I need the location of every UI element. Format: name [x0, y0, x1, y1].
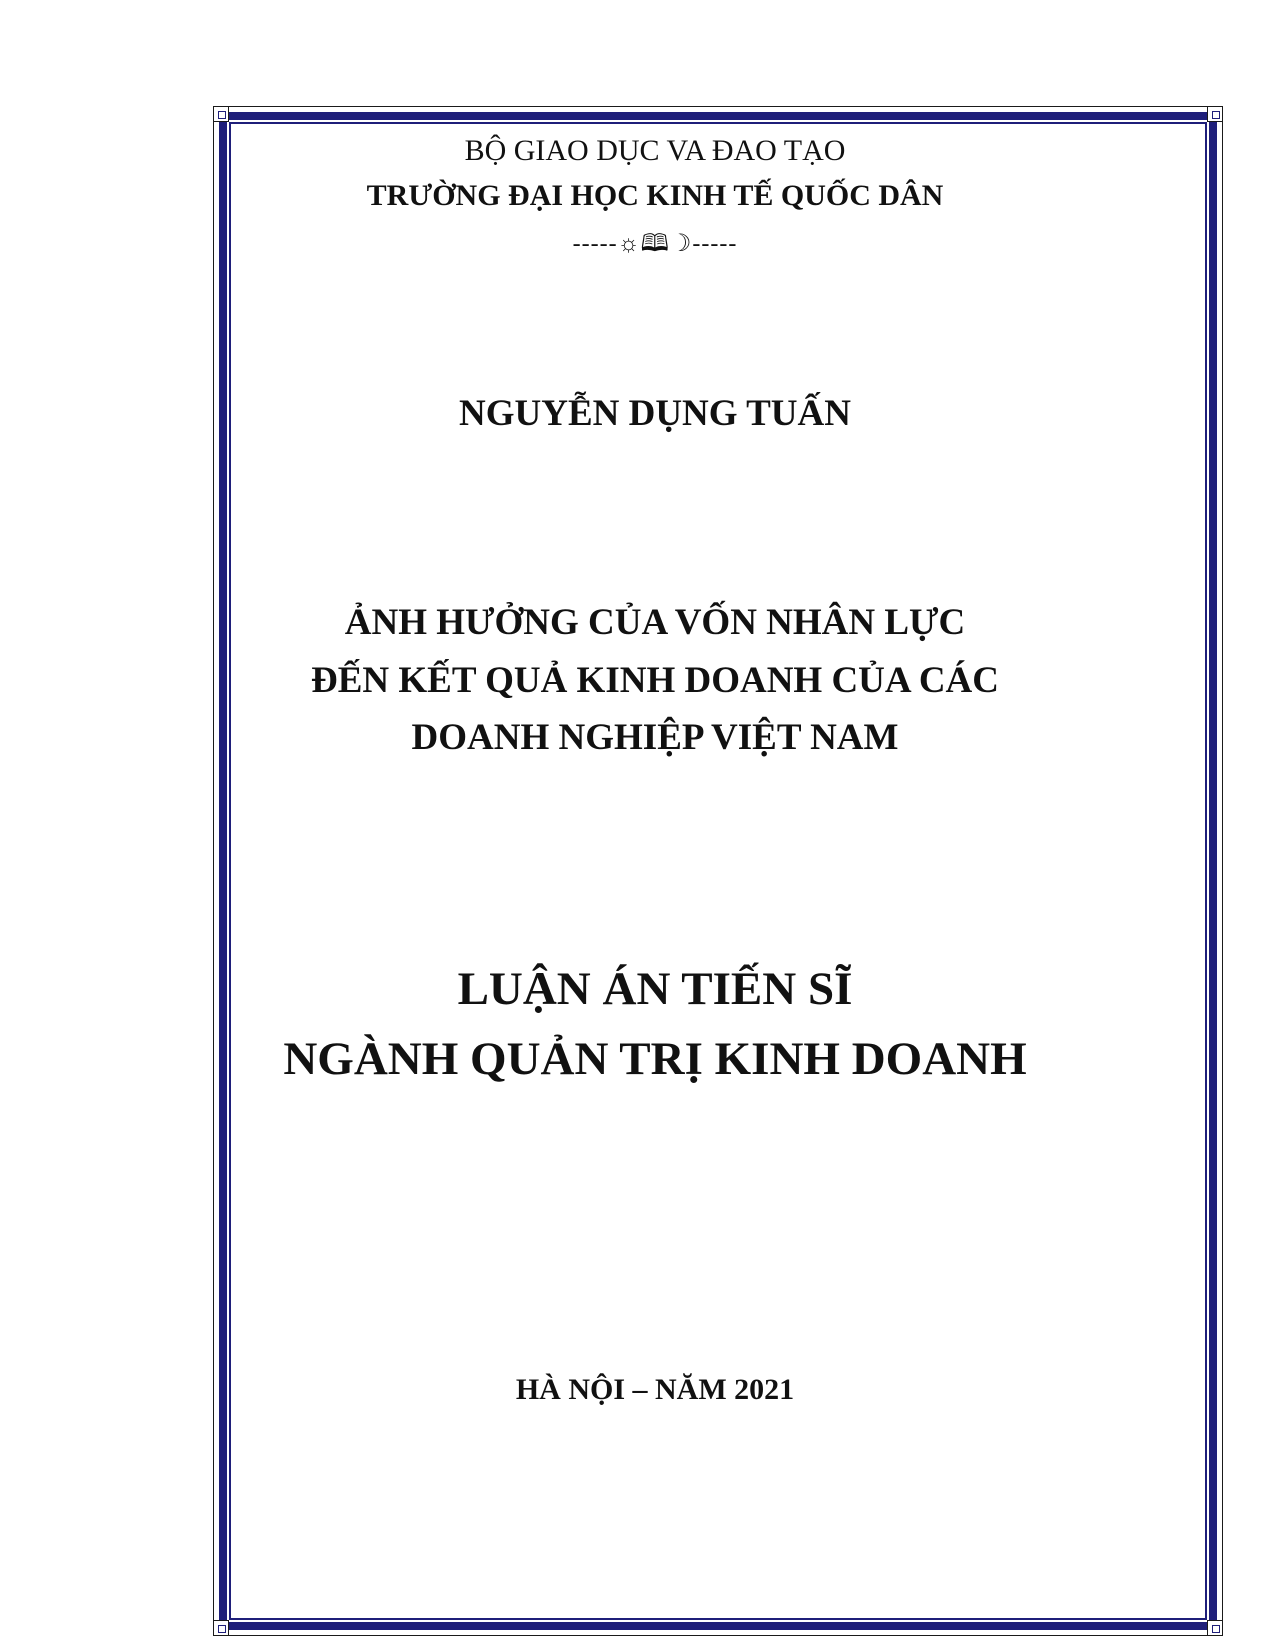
ministry-name: BỘ GIAO DỤC VA ĐAO TẠO [464, 134, 846, 167]
degree-major: NGÀNH QUẢN TRỊ KINH DOANH [283, 1033, 1027, 1085]
corner-ornament-bottom-right [1207, 1620, 1223, 1636]
corner-ornament-bottom-left [213, 1620, 229, 1636]
corner-ornament-top-left [213, 106, 229, 122]
degree-type: LUẬN ÁN TIẾN SĨ [457, 963, 853, 1015]
place-and-year: HÀ NỘI – NĂM 2021 [515, 1373, 795, 1406]
thesis-title-line-3: DOANH NGHIỆP VIỆT NAM [411, 717, 899, 758]
book-ornament-divider: -----☼🕮☽----- [572, 231, 738, 257]
corner-ornament-top-right [1207, 106, 1223, 122]
thesis-title-line-2: ĐẾN KẾT QUẢ KINH DOANH CỦA CÁC [311, 660, 999, 701]
thesis-title-line-1: ẢNH HƯỞNG CỦA VỐN NHÂN LỰC [344, 602, 966, 643]
author-name: NGUYỄN DỤNG TUẤN [459, 393, 851, 434]
university-name: TRƯỜNG ĐẠI HỌC KINH TẾ QUỐC DÂN [366, 179, 944, 212]
